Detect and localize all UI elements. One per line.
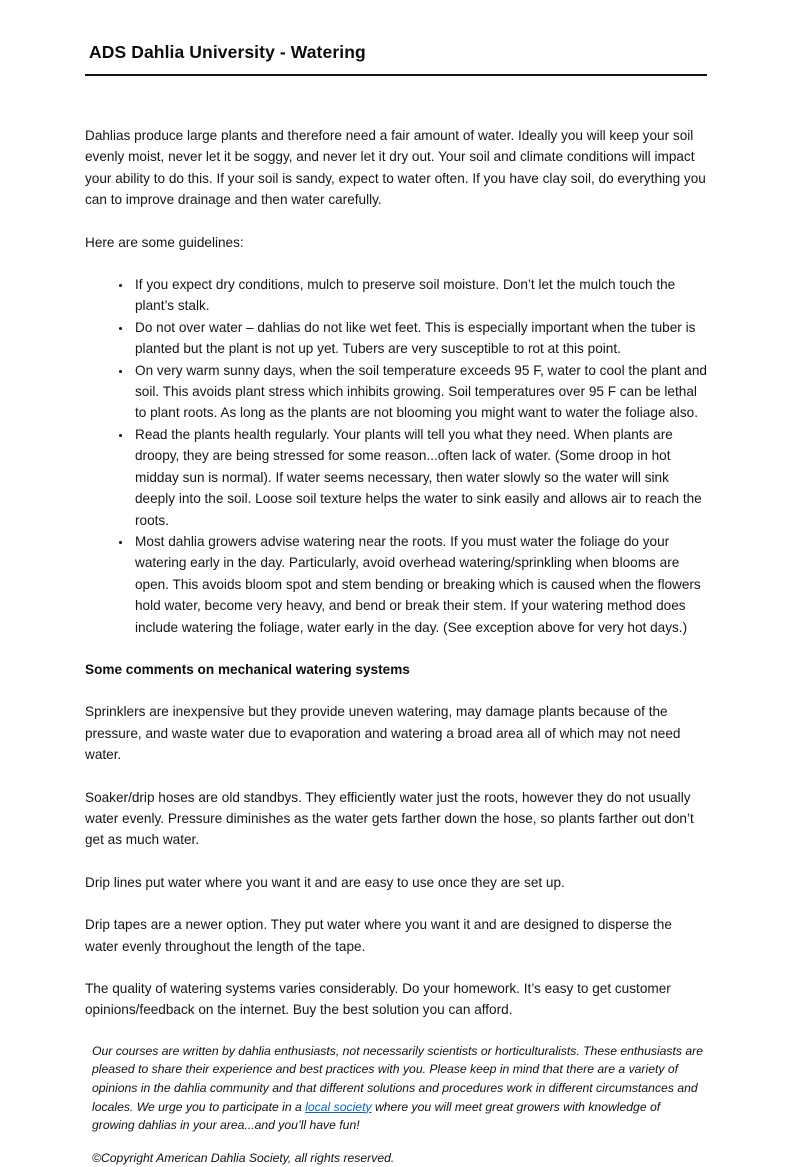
local-society-link[interactable]: local society (305, 1099, 372, 1114)
list-item-warm-days: • On very warm sunny days, when the soil temperature exceeds 95 F, water to cool the plant and soil. This avoids plant stress which inhibits growing. Soil temperatures over 95 F can be lethal to plant roots. As long as the plants are not blooming you might want to water the foliage also. (132, 360, 707, 424)
disclaimer-paragraph (92, 1042, 704, 1135)
paragraph-sprinklers: Sprinklers are inexpensive but they provide uneven watering, may damage plants because of the pressure, and waste water due to evaporation and watering a broad area all of which may not need water. (85, 704, 681, 763)
guidelines-list (85, 274, 707, 638)
mechanical-systems-heading: Some comments on mechanical watering systems (85, 661, 410, 677)
page-title: ADS Dahlia University - Watering (89, 42, 366, 62)
list-item-plant-health: • Read the plants health regularly. Your plants will tell you what they need. When plants are droopy, they are being stressed for some reason...often lack of water. (Some droop in hot midday sun is normal). If water seems necessary, then water slowly so the water will sink deeply into the soil. Loose soil texture helps the water to sink easily and allows air to reach the roots. (132, 424, 707, 531)
paragraph-drip-tapes: Drip tapes are a newer option. They put water where you want it and are designed to disperse the water evenly throughout the length of the tape. (85, 917, 672, 954)
list-item-mulch: • If you expect dry conditions, mulch to preserve soil moisture. Don’t let the mulch touch the plant’s stalk. (132, 274, 707, 317)
list-item-water-roots: • Most dahlia growers advise watering near the roots. If you must water the foliage do your watering early in the day. Particularly, avoid overhead watering/sprinkling when blooms are open. This avoids bloom spot and stem bending or breaking which is caused when the flowers hold water, become very heavy, and bend or break their stem. If your watering method does include watering the foliage, water early in the day. (See exception above for very hot days.) (132, 531, 707, 638)
guidelines-label: Here are some guidelines: (85, 234, 244, 250)
paragraph-soaker-hoses: Soaker/drip hoses are old standbys. They efficiently water just the roots, however they do not usually water evenly. Pressure diminishes as the water gets farther down the hose, so plants farther out don’t get as much water. (85, 789, 694, 848)
document-header (85, 42, 706, 76)
intro-paragraph: Dahlias produce large plants and therefore need a fair amount of water. Ideally you will keep your soil evenly moist, never let it be soggy, and never let it dry out. Your soil and climate conditions will impact your ability to do this. If your soil is sandy, expect to water often. If you have clay soil, do everything you can to improve drainage and then water carefully. (85, 128, 706, 208)
copyright-line: ©Copyright American Dahlia Society, all rights reserved. (92, 1150, 395, 1165)
list-item-overwater: • Do not over water – dahlias do not like wet feet. This is especially important when the tuber is planted but the plant is not up yet. Tubers are very susceptible to rot at this point. (132, 317, 707, 360)
paragraph-quality: The quality of watering systems varies considerably. Do your homework. It’s easy to get customer opinions/feedback on the internet. Buy the best solution you can afford. (85, 981, 671, 1018)
document-footer (92, 1042, 704, 1167)
header-rule (85, 74, 707, 76)
paragraph-drip-lines: Drip lines put water where you want it and are easy to use once they are set up. (85, 874, 565, 890)
disclaimer-text-before-link: Our courses are written by dahlia enthusiasts, not necessarily scientists or horticulturalists. These enthusiasts are pleased to share their experience and best practices with you. Please keep in mind that there are a variety of opinions in the dahlia community and that different solutions and procedures work in different circumstances and locales. We urge you to participate in a (92, 1043, 704, 1114)
document-body (85, 125, 707, 1021)
disclaimer-text-after-link: where you will meet great growers with knowledge of growing dahlias in your area...and you’ll have fun! (92, 1099, 661, 1133)
